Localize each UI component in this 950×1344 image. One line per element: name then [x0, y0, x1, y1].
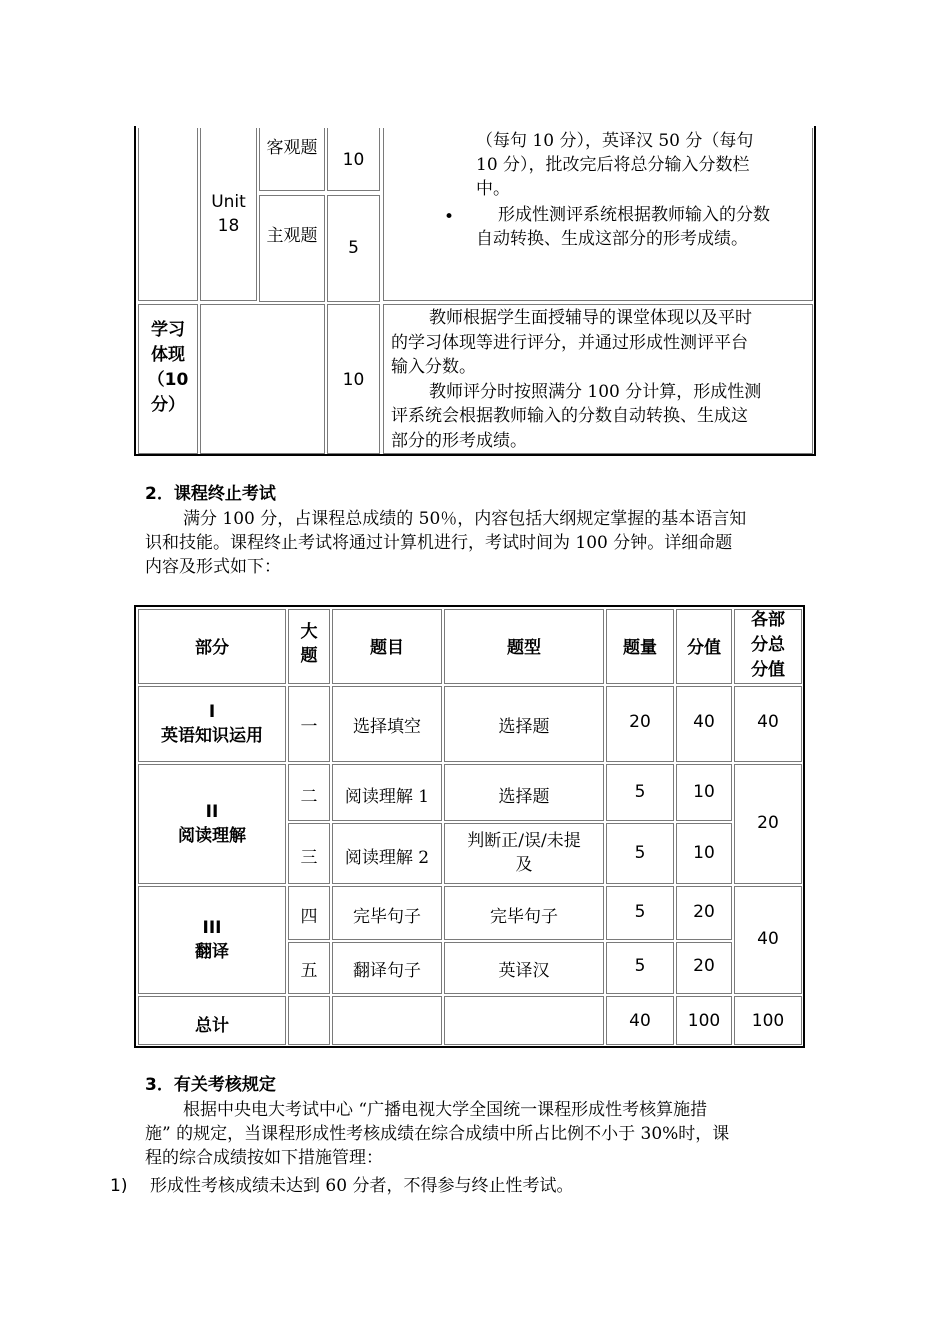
total-type-cell: [444, 996, 604, 1045]
row4-big: 四: [300, 907, 318, 927]
part1-total: 40: [757, 712, 779, 732]
part1-label: I 英语知识运用: [161, 702, 263, 746]
row2-type: 选择题: [498, 787, 550, 807]
row3-count: 5: [634, 843, 646, 863]
row4-type: 完毕句子: [490, 907, 558, 927]
row1-score: 40: [693, 712, 715, 732]
study-desc: 教师根据学生面授辅导的课堂体现以及平时 的学习体现等进行评分，并通过形成性测评平台 输入分数。 教师评分时按照满分 100 分计算，形成性测 评系统会根据教师输入的分数自动转换、生成这 部分的形考成绩。: [391, 308, 762, 451]
section2-paragraph: 满分 100 分，占课程总成绩的 50％，内容包括大纲规定掌握的基本语言知 识和技能。课程终止考试将通过计算机进行，考试时间为 100 分钟。详细命题 内容及形式如下：: [145, 509, 747, 577]
section3-paragraph: 根据中央电大考试中心 “广播电视大学全国统一课程形成性考核算施措 施” 的规定，当课程形成性考核成绩在综合成绩中所占比例不小于 30%时，课 程的综合成绩按如下措施管理：: [145, 1100, 730, 1168]
row3-big: 三: [300, 848, 318, 868]
row5-type: 英译汉: [498, 961, 550, 981]
row5-count: 5: [634, 956, 646, 976]
row2-topic: 阅读理解 1: [344, 787, 430, 807]
section2-heading: 2．课程终止考试: [145, 484, 276, 504]
row3-score: 10: [693, 843, 715, 863]
row2-score: 10: [693, 782, 715, 802]
row5-topic: 翻译句子: [353, 961, 421, 981]
hdr-total: 各部 分总 分值: [751, 610, 785, 680]
row5-score: 20: [693, 956, 715, 976]
section3-heading: 3．有关考核规定: [145, 1075, 276, 1095]
row3-type: 判断正/误/未提 及: [467, 831, 581, 875]
part2-label: II 阅读理解: [178, 802, 246, 846]
objective-score: 10: [342, 150, 365, 170]
total-total: 100: [751, 1011, 785, 1031]
study-score: 10: [342, 370, 365, 390]
row1-type: 选择题: [498, 717, 550, 737]
hdr-type: 题型: [507, 638, 541, 658]
row4-topic: 完毕句子: [353, 907, 421, 927]
unit-label: Unit 18: [211, 192, 246, 236]
subjective-score: 5: [348, 238, 359, 258]
total-score: 100: [687, 1011, 721, 1031]
desc-text: （每句 10 分），英译汉 50 分（每句 10 分），批改完后将总分输入分数栏 中。: [476, 131, 754, 199]
hdr-score: 分值: [687, 638, 721, 658]
bullet-text: 形成性测评系统根据教师输入的分数 自动转换、生成这部分的形考成绩。: [476, 205, 770, 249]
hdr-count: 题量: [623, 638, 657, 658]
hdr-part: 部分: [195, 638, 229, 658]
total-big-cell: [288, 996, 330, 1045]
hdr-topic: 题目: [370, 638, 404, 658]
subjective-label: 主观题: [266, 226, 318, 246]
row4-count: 5: [634, 902, 646, 922]
hdr-big: 大 题: [300, 622, 318, 666]
row2-big: 二: [300, 787, 318, 807]
total-count: 40: [629, 1011, 651, 1031]
part2-total: 20: [757, 813, 779, 833]
row4-score: 20: [693, 902, 715, 922]
total-topic-cell: [332, 996, 442, 1045]
row1-count: 20: [629, 712, 651, 732]
row5-big: 五: [300, 961, 318, 981]
row1-topic: 选择填空: [353, 717, 421, 737]
item1-text: 形成性考核成绩未达到 60 分者，不得参与终止性考试。: [150, 1176, 574, 1196]
top-table-col1: [138, 128, 198, 301]
part3-label: III 翻译: [195, 918, 229, 962]
top-table-subjective-cell: [259, 195, 325, 302]
item1-number: 1): [110, 1176, 128, 1196]
objective-label: 客观题: [266, 138, 318, 158]
part3-total: 40: [757, 929, 779, 949]
top-table-study-empty-cell: [200, 304, 325, 454]
row2-count: 5: [634, 782, 646, 802]
total-label: 总计: [195, 1016, 229, 1036]
row1-big: 一: [300, 717, 318, 737]
study-label: 学习 体现 （10 分）: [147, 320, 189, 415]
row3-topic: 阅读理解 2: [344, 848, 430, 868]
bullet-icon: •: [444, 207, 455, 227]
